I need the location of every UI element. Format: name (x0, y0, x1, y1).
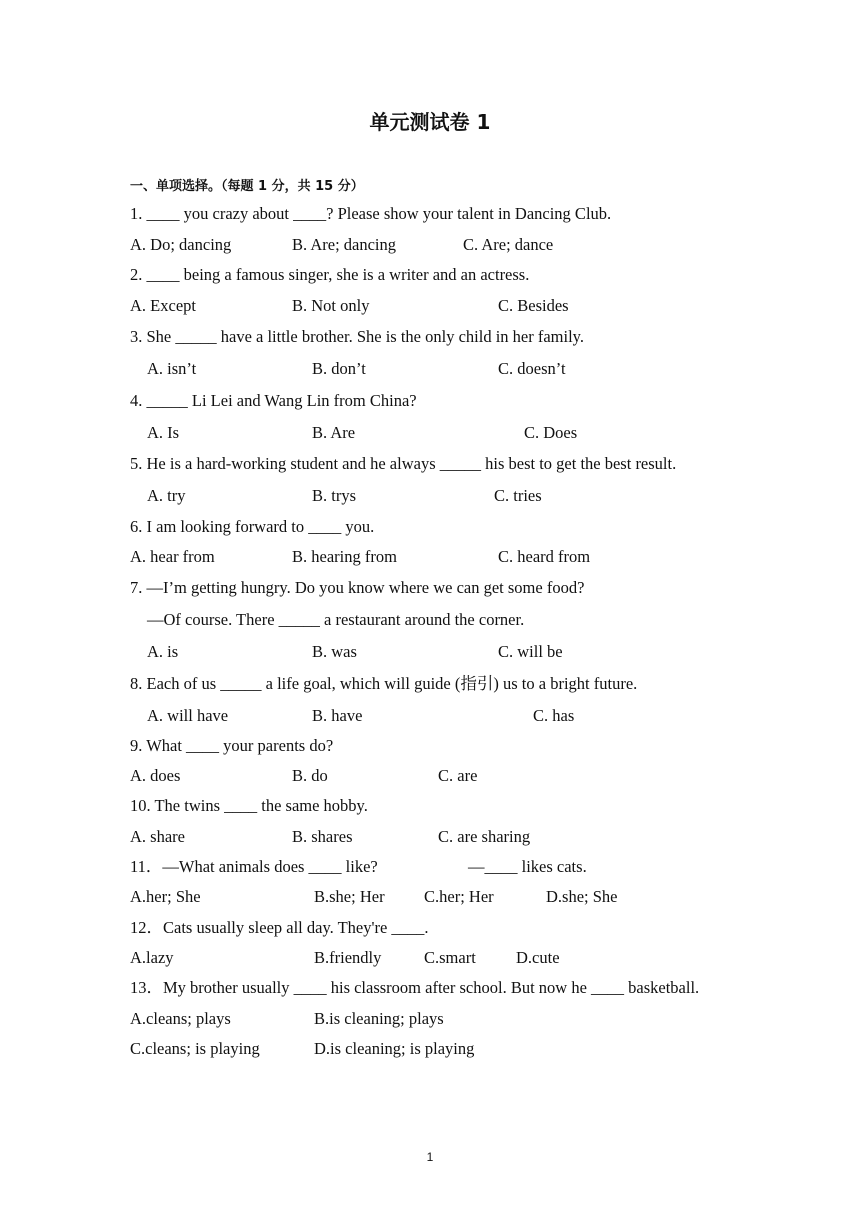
question-4: 4. _____ Li Lei and Wang Lin from China? (130, 391, 417, 410)
question-7: 7. —I’m getting hungry. Do you know where we can get some food? (130, 578, 585, 597)
q6-option-a: A. hear from (130, 547, 215, 566)
question-3: 3. She _____ have a little brother. She is the only child in her family. (130, 327, 584, 346)
q5-option-c: C. tries (494, 486, 542, 505)
q13-option-c: C.cleans; is playing (130, 1039, 260, 1058)
question-9: 9. What ____ your parents do? (130, 736, 334, 755)
q7-option-b: B. was (312, 642, 357, 661)
question-6: 6. I am looking forward to ____ you. (130, 517, 375, 536)
section-heading: 一、单项选择。（每题 1 分，共 15 分） (130, 179, 364, 194)
q11-option-a: A.her; She (130, 887, 201, 906)
question-7-reply: —Of course. There _____ a restaurant around the corner. (147, 610, 525, 629)
question-8: 8. Each of us _____ a life goal, which will guide (指引) us to a bright future. (130, 674, 638, 693)
q13-option-a: A.cleans; plays (130, 1009, 231, 1028)
q1-option-a: A. Do; dancing (130, 235, 232, 254)
q6-option-c: C. heard from (498, 547, 591, 566)
q10-option-b: B. shares (292, 827, 353, 846)
q12-option-c: C.smart (424, 948, 476, 967)
q7-option-a: A. is (147, 642, 179, 661)
q1-option-b: B. Are; dancing (292, 235, 397, 254)
q3-option-b: B. don’t (312, 359, 366, 378)
q2-option-b: B. Not only (292, 296, 370, 315)
q11-option-c: C.her; Her (424, 887, 494, 906)
q8-option-b: B. have (312, 706, 363, 725)
q4-option-b: B. Are (312, 423, 356, 442)
q5-option-b: B. trys (312, 486, 357, 505)
question-1: 1. ____ you crazy about ____? Please show your talent in Dancing Club. (130, 204, 612, 223)
q4-option-a: A. Is (147, 423, 180, 442)
q13-option-d: D.is cleaning; is playing (314, 1039, 475, 1058)
question-13: 13．My brother usually ____ his classroom after school. But now he ____ basketball. (130, 978, 700, 997)
q1-option-c: C. Are; dance (463, 235, 554, 254)
question-11-reply: —____ likes cats. (468, 857, 587, 876)
q4-option-c: C. Does (524, 423, 578, 442)
q6-option-b: B. hearing from (292, 547, 397, 566)
q9-option-b: B. do (292, 766, 328, 785)
question-2: 2. ____ being a famous singer, she is a writer and an actress. (130, 265, 530, 284)
q10-option-c: C. are sharing (438, 827, 531, 846)
q9-option-a: A. does (130, 766, 181, 785)
q10-option-a: A. share (130, 827, 185, 846)
q11-option-d: D.she; She (546, 887, 618, 906)
q5-option-a: A. try (147, 486, 186, 505)
question-5: 5. He is a hard-working student and he always _____ his best to get the best result. (130, 454, 677, 473)
q2-option-a: A. Except (130, 296, 196, 315)
q8-option-a: A. will have (147, 706, 229, 725)
q12-option-a: A.lazy (130, 948, 174, 967)
q12-option-b: B.friendly (314, 948, 382, 967)
q13-option-b: B.is cleaning; plays (314, 1009, 444, 1028)
q3-option-c: C. doesn’t (498, 359, 566, 378)
q7-option-c: C. will be (498, 642, 563, 661)
q12-option-d: D.cute (516, 948, 560, 967)
q8-option-c: C. has (533, 706, 575, 725)
question-12: 12．Cats usually sleep all day. They're ____. (130, 918, 429, 937)
page-title: 单元测试卷 1 (369, 110, 491, 134)
question-11: 11．—What animals does ____ like? (130, 857, 378, 876)
q2-option-c: C. Besides (498, 296, 569, 315)
q9-option-c: C. are (438, 766, 478, 785)
page-number: 1 (426, 1150, 434, 1164)
q3-option-a: A. isn’t (147, 359, 197, 378)
q11-option-b: B.she; Her (314, 887, 385, 906)
question-10: 10. The twins ____ the same hobby. (130, 796, 368, 815)
